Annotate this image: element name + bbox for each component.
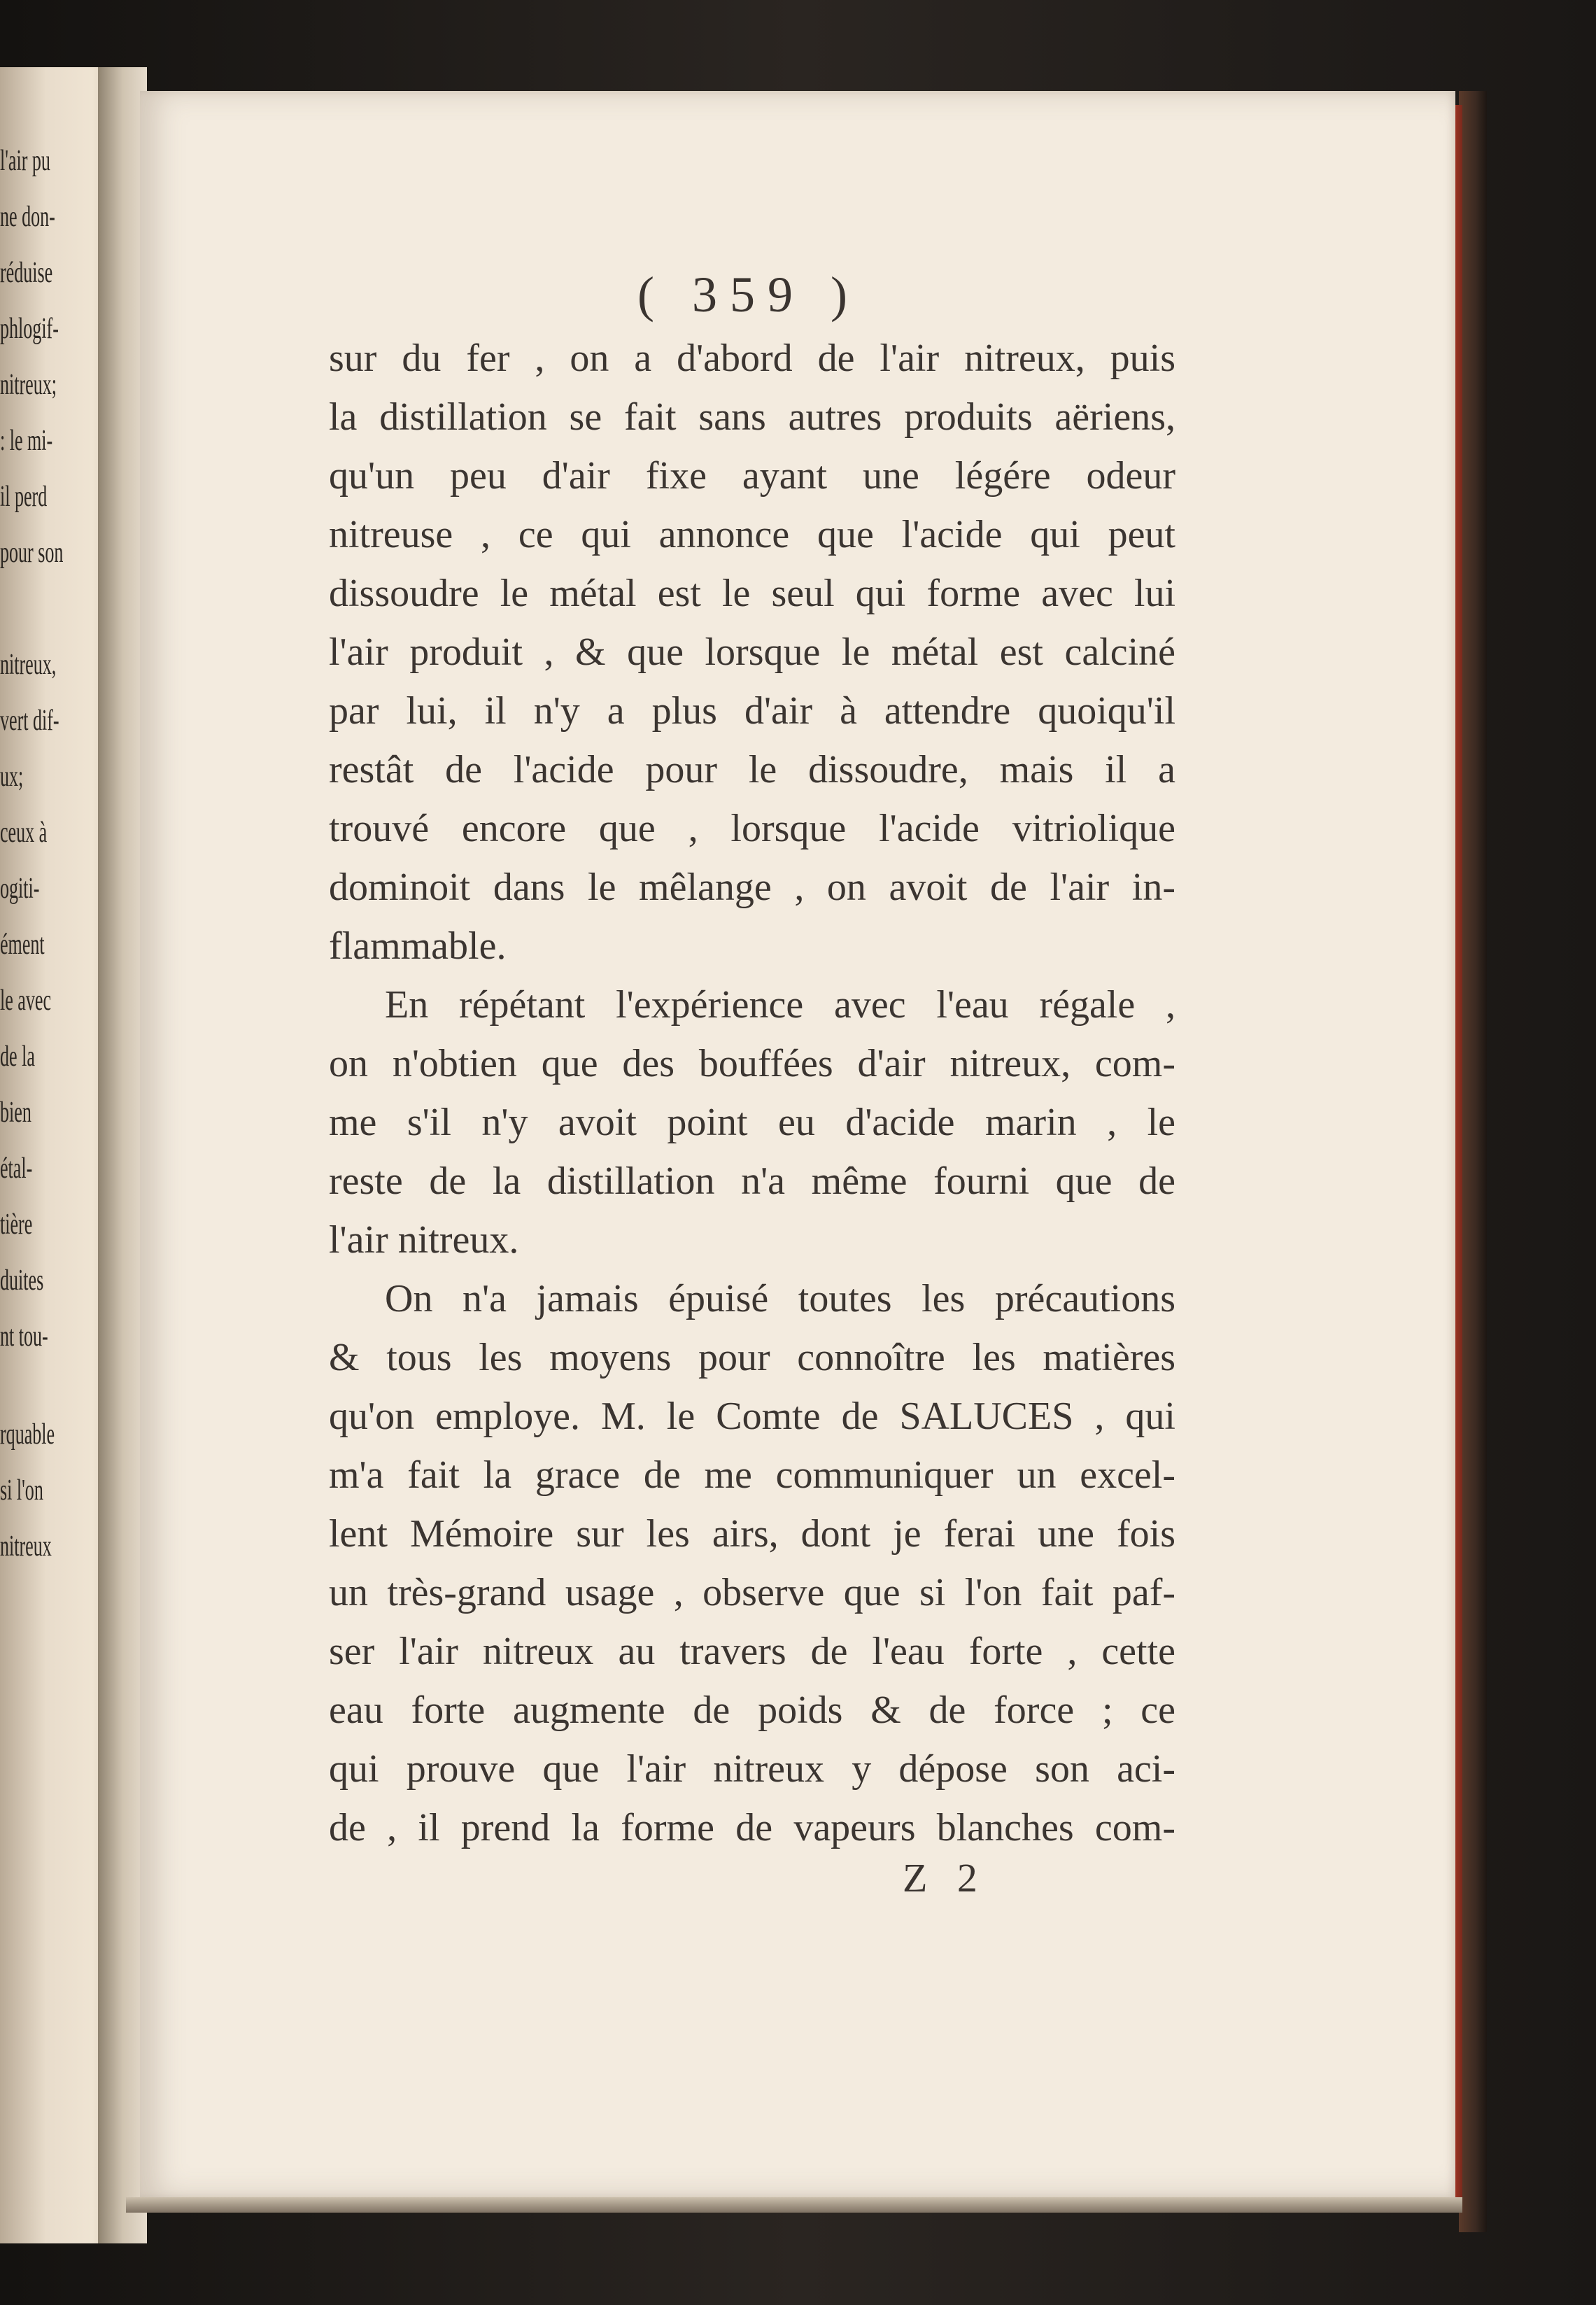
text-line: & tous les moyens pour connoître les matières [329,1336,1175,1379]
text-line: lent Mémoire sur les airs, dont je ferai une fois [329,1512,1175,1556]
fragment-line: tière [0,1208,33,1241]
page-number: ( 359 ) [637,267,860,323]
fragment-line: réduise [0,257,53,289]
fragment-line: l'air pu [0,145,50,177]
fragment-line: nitreux, [0,649,57,681]
fragment-line: ément [0,929,45,961]
fragment-line: ne don- [0,201,55,233]
text-line: flammable. [329,924,507,968]
book-cover-edge [1459,91,1487,2232]
fragment-line: nitreux; [0,369,57,401]
text-line: dominoit dans le mêlange , on avoit de l'air in- [329,866,1175,909]
text-line: eau forte augmente de poids & de force ; ce [329,1689,1175,1732]
text-line: ser l'air nitreux au travers de l'eau forte , cette [329,1630,1175,1673]
fragment-line: ceux à [0,817,48,849]
text-line: restât de l'acide pour le dissoudre, mais il a [329,748,1175,791]
body-text [329,329,1175,1857]
text-line: reste de la distillation n'a même fourni que de [329,1159,1175,1203]
fragment-line: pour son [0,537,64,569]
fragment-line: si l'on [0,1474,43,1507]
fragment-line: ux; [0,761,24,793]
text-line: me s'il n'y avoit point eu d'acide marin , le [329,1101,1175,1144]
fragment-line: étal- [0,1152,33,1185]
fragment-line: nitreux [0,1530,52,1563]
page-bottom-edge [126,2197,1462,2213]
text-line: sur du fer , on a d'abord de l'air nitreux, puis [329,337,1175,380]
text-line: qu'un peu d'air fixe ayant une légére odeur [329,454,1175,498]
text-line: dissoudre le métal est le seul qui forme avec lui [329,572,1175,615]
text-line: l'air nitreux. [329,1218,519,1262]
text-line: qu'on employe. M. le Comte de SALUCES , qui [329,1395,1175,1438]
fragment-line: ogiti- [0,873,40,905]
text-line: par lui, il n'y a plus d'air à attendre quoiqu'il [329,689,1175,733]
fragment-line: de la [0,1041,35,1073]
paragraph-start: On n'a jamais épuisé toutes les précautions [385,1277,1175,1320]
fragment-line: bien [0,1097,31,1129]
text-line: trouvé encore que , lorsque l'acide vitriolique [329,807,1175,850]
text-line: l'air produit , & que lorsque le métal est calciné [329,630,1175,674]
text-line: m'a fait la grace de me communiquer un excel- [329,1453,1175,1497]
text-line: qui prouve que l'air nitreux y dépose son aci- [329,1747,1175,1791]
fragment-line: rquable [0,1418,55,1451]
signature-mark: Z 2 [903,1855,987,1901]
text-line: nitreuse , ce qui annonce que l'acide qui peut [329,513,1175,556]
fragment-line: duites [0,1264,44,1297]
fragment-line: vert dif- [0,705,59,737]
fragment-line: le avec [0,985,52,1017]
text-line: de , il prend la forme de vapeurs blanches com- [329,1806,1175,1849]
fragment-line: phlogif- [0,313,59,345]
text-line: on n'obtien que des bouffées d'air nitreux, com- [329,1042,1175,1085]
text-line: la distillation se fait sans autres produits aëriens, [329,395,1175,439]
fragment-line: : le mi- [0,425,53,457]
fragment-line: nt tou- [0,1320,48,1353]
paragraph-start: En répétant l'expérience avec l'eau régale , [385,983,1175,1027]
fragment-line: il perd [0,481,48,513]
text-line: un très-grand usage , observe que si l'on fait paf- [329,1571,1175,1614]
